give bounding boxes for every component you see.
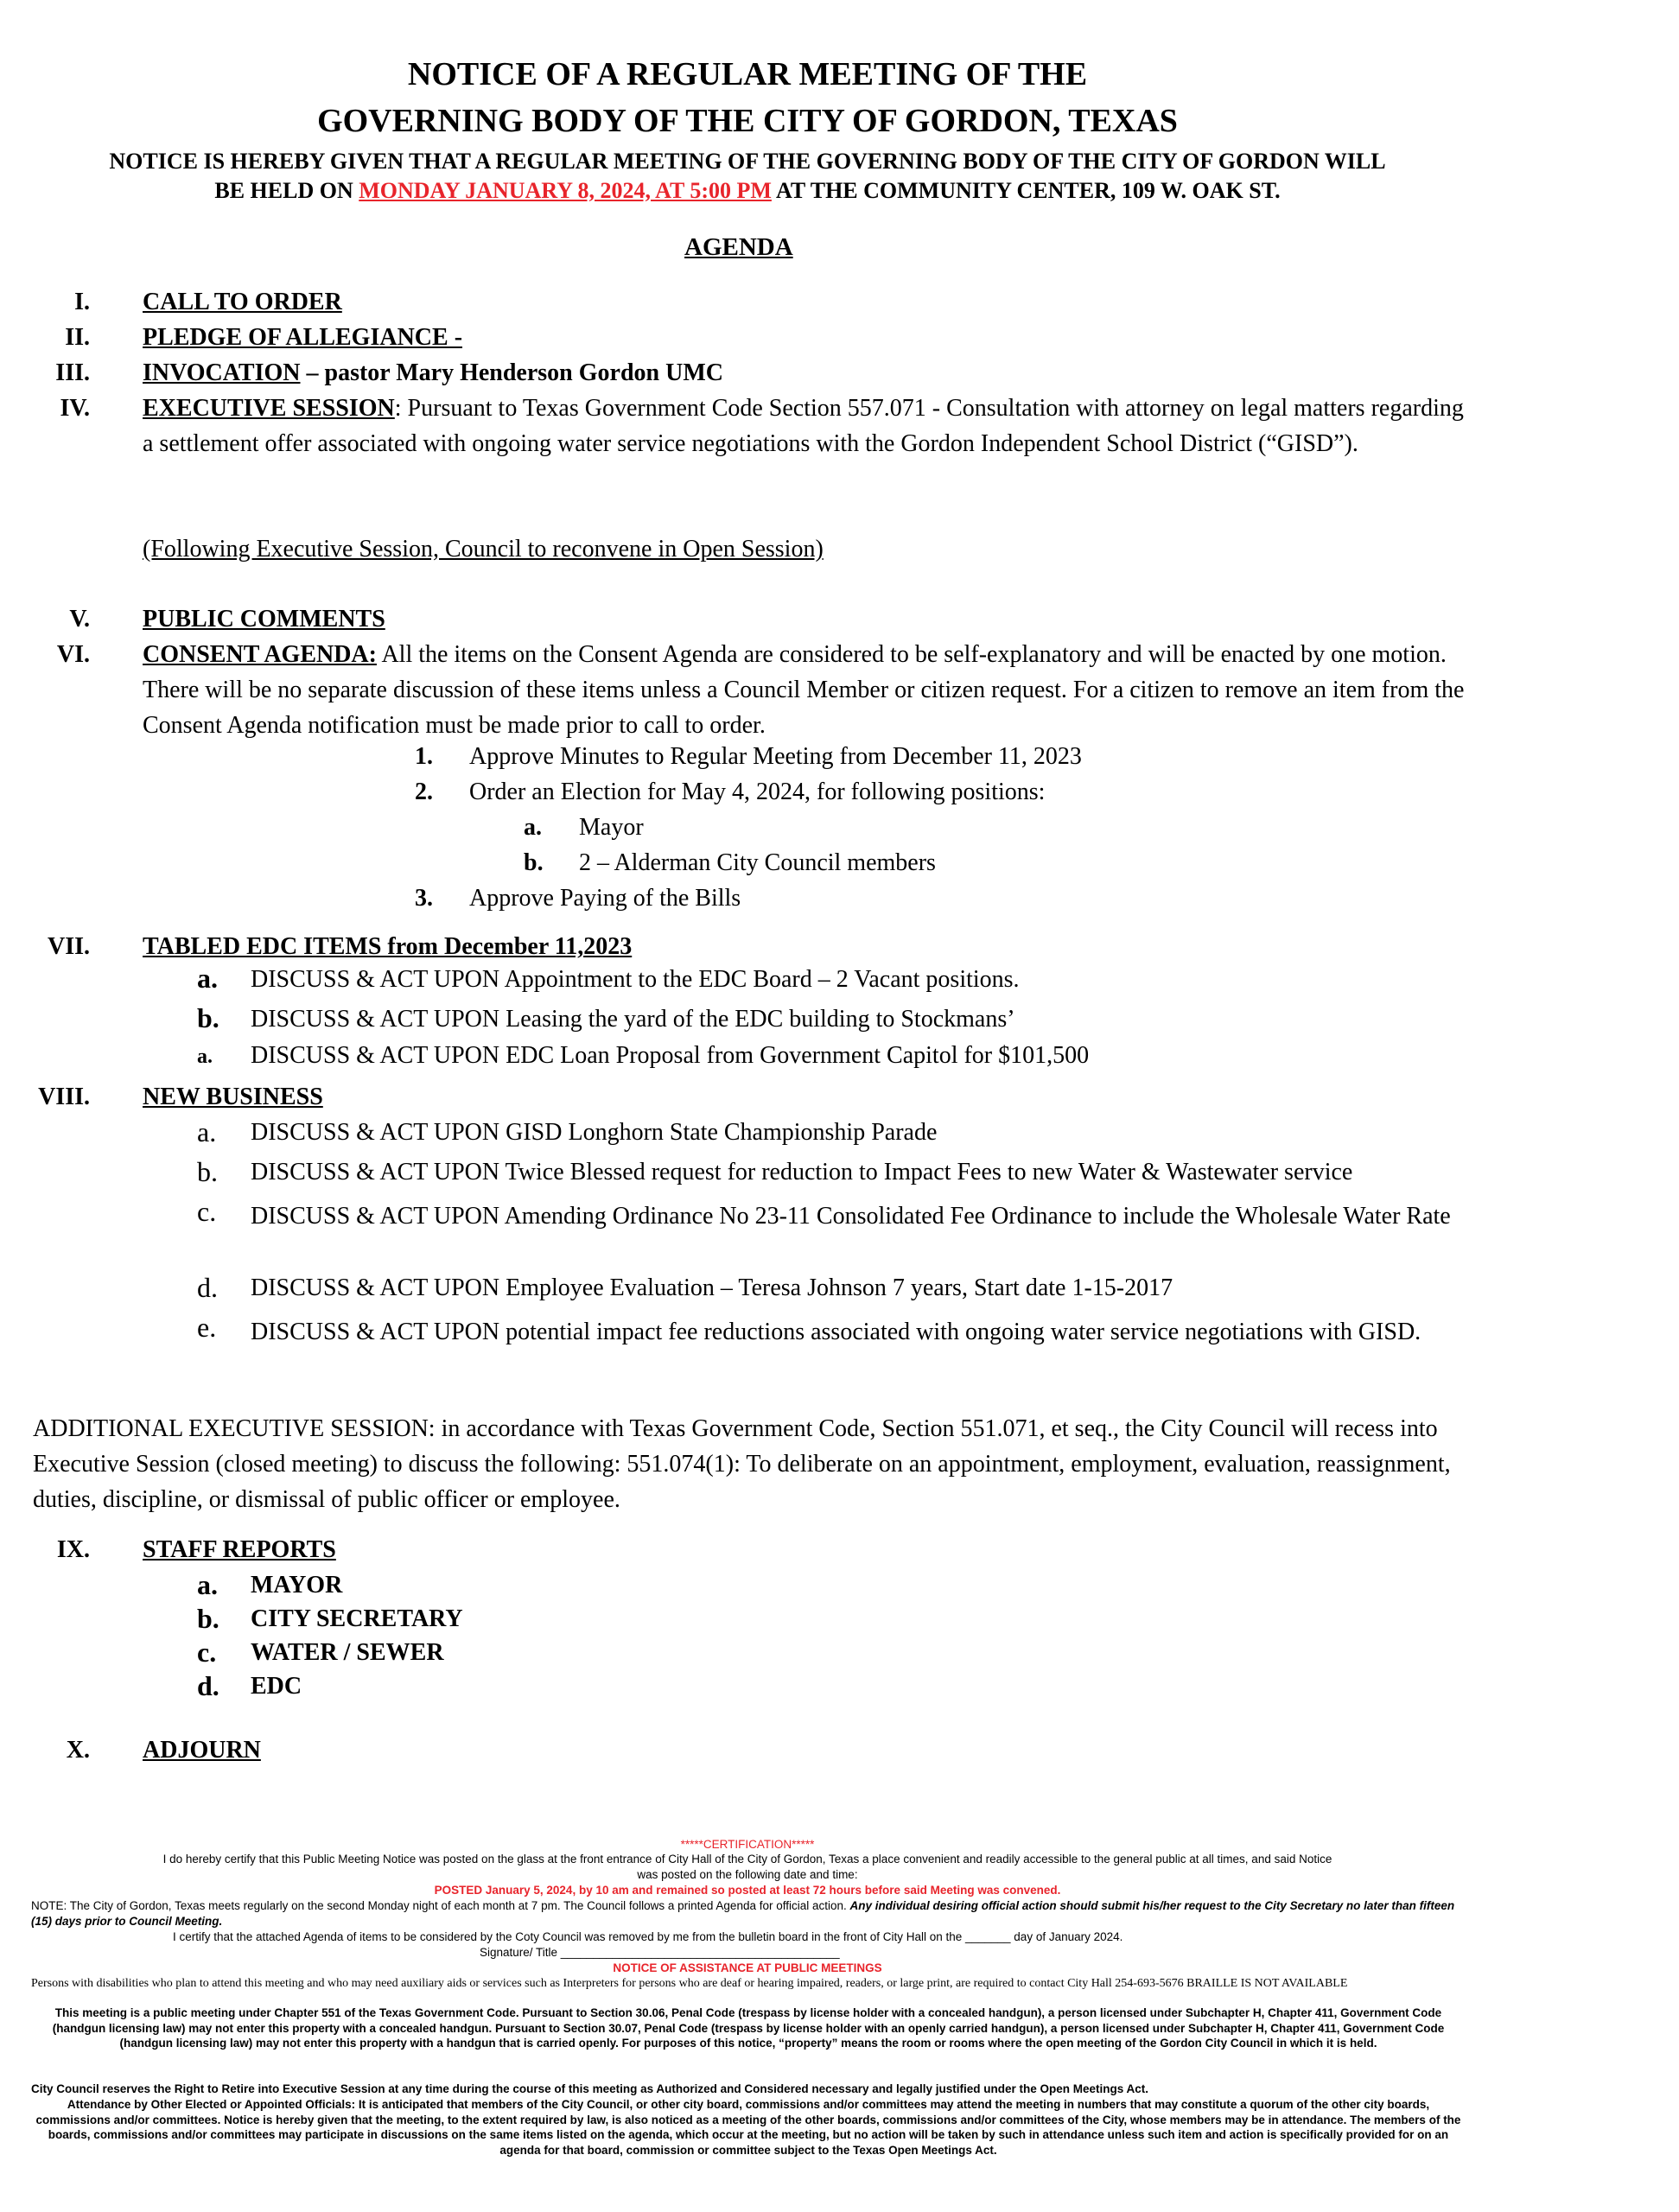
item-v-label: PUBLIC COMMENTS [143, 606, 385, 632]
new-a-number: a. [197, 1116, 217, 1147]
item-vii-number: VII. [47, 933, 90, 960]
additional-executive-session: ADDITIONAL EXECUTIVE SESSION: in accordance with Texas Government Code, Section 551.071, et seq., the City Council will recess into Executive Session (closed meeting) to discuss the following: 551.074(1): To deliberate on an appointment, employment, evaluation, reassignment, duties, discipline, or dismissal of public officer or employee. [33, 1415, 1451, 1513]
assistance-heading: NOTICE OF ASSISTANCE AT PUBLIC MEETINGS [613, 1961, 882, 1974]
report-d-number: d. [197, 1670, 219, 1701]
new-a-text: DISCUSS & ACT UPON GISD Longhorn State Championship Parade [251, 1119, 938, 1146]
item-iv-rest: : Pursuant to Texas Government Code Section 557.071 - Consultation with attorney on legal matters regarding a settlement offer associated with ongoing water service negotiations with the Gordon Independent School District (“GISD”). [143, 395, 1464, 457]
new-c-text: DISCUSS & ACT UPON Amending Ordinance No 23-11 Consolidated Fee Ordinance to include the Wholesale Water Rate [251, 1203, 1451, 1230]
new-b-text: DISCUSS & ACT UPON Twice Blessed request for reduction to Impact Fees to new Water & Wastewater service [251, 1159, 1353, 1185]
item-i-label: CALL TO ORDER [143, 289, 342, 315]
report-water-sewer: WATER / SEWER [251, 1639, 444, 1666]
posted-statement: POSTED January 5, 2024, by 10 am and remained so posted at least 72 hours before said Meeting was convened. [434, 1884, 1061, 1897]
certification-heading: *****CERTIFICATION***** [680, 1838, 815, 1851]
attendance-notice: Attendance by Other Elected or Appointed Officials: It is anticipated that members of the City Council, or other city board, commissions and/or committees may attend the meeting in numbers that may constitute a quorum of the other city boards, commissions and/or committees. Notice is hereby given that the meeting, to the extent required by law, is also noticed as a meeting of the other boards, commissions and/or committees of the City, whose members may be in attendance. The members of the boards, commissions and/or committees may participate in discussions on the same items listed on the agenda, which occur at the meeting, but no action will be taken by such in attendance unless such item and action is specifically provided for on an agenda for that board, commission or committee subject to the Texas Open Meetings Act. [35, 2098, 1461, 2157]
item-vi-label: CONSENT AGENDA: [143, 641, 377, 668]
item-viii-label: NEW BUSINESS [143, 1084, 323, 1110]
item-x-number: X. [66, 1737, 90, 1764]
agenda-heading: AGENDA [684, 233, 793, 261]
item-iv-number: IV. [60, 395, 90, 422]
meeting-date: MONDAY JANUARY 8, 2024, AT 5:00 PM [359, 178, 772, 203]
new-d-text: DISCUSS & ACT UPON Employee Evaluation – Teresa Johnson 7 years, Start date 1-15-2017 [251, 1274, 1173, 1301]
new-b-number: b. [197, 1156, 218, 1187]
item-v-number: V. [69, 606, 90, 632]
item-iv-label: EXECUTIVE SESSION [143, 395, 395, 422]
report-edc: EDC [251, 1673, 302, 1700]
consent-1-number: 1. [415, 743, 433, 770]
item-vi [143, 637, 1465, 743]
edc-b-number: b. [197, 1002, 219, 1033]
position-a-text: Mayor [579, 814, 644, 841]
position-a-number: a. [524, 814, 542, 841]
meeting-note-request: Any individual desiring official action should submit his/her request to the City Secretary no later than fifteen (15) days prior to Council Meeting. [31, 1899, 1455, 1928]
edc-c-number: a. [197, 1046, 213, 1068]
item-x-label: ADJOURN [143, 1737, 261, 1764]
item-iii-rest: – pastor Mary Henderson Gordon UMC [300, 359, 723, 386]
meeting-note-text: NOTE: The City of Gordon, Texas meets regularly on the second Monday night of each month at 7 pm. The Council follows a printed Agenda for official action. [31, 1899, 850, 1912]
notice-line-1: NOTICE IS HEREBY GIVEN THAT A REGULAR MEETING OF THE GOVERNING BODY OF THE CITY OF GORDON WILL [109, 149, 1386, 174]
item-i-number: I. [74, 289, 90, 315]
title-line-2: GOVERNING BODY OF THE CITY OF GORDON, TEXAS [317, 103, 1178, 139]
consent-2-text: Order an Election for May 4, 2024, for following positions: [469, 779, 1046, 805]
item-ix-number: IX. [56, 1536, 90, 1563]
edc-b-text: DISCUSS & ACT UPON Leasing the yard of the EDC building to Stockmans’ [251, 1006, 1015, 1033]
item-vi-rest: All the items on the Consent Agenda are considered to be self-explanatory and will be enacted by one motion. There will be no separate discussion of these items unless a Council Member or citizen request. For a citizen to remove an item from the Consent Agenda notification must be made prior to call to order. [143, 641, 1465, 739]
title-line-1: NOTICE OF A REGULAR MEETING OF THE [407, 56, 1088, 92]
item-vii-label: TABLED EDC ITEMS from December 11,2023 [143, 933, 633, 960]
edc-c-text: DISCUSS & ACT UPON EDC Loan Proposal from Government Capitol for $101,500 [251, 1042, 1090, 1069]
report-mayor: MAYOR [251, 1572, 343, 1599]
position-b-number: b. [524, 849, 544, 876]
consent-2-number: 2. [415, 779, 433, 805]
item-vi-number: VI. [56, 641, 90, 668]
item-ii-number: II. [65, 324, 90, 351]
new-e-text: DISCUSS & ACT UPON potential impact fee reductions associated with ongoing water service negotiations with GISD. [251, 1319, 1421, 1345]
position-b-text: 2 – Alderman City Council members [579, 849, 936, 876]
item-ii-label: PLEDGE OF ALLEGIANCE - [143, 324, 463, 351]
item-iv [143, 391, 1465, 461]
item-iii-label: INVOCATION [143, 359, 301, 386]
new-c-number: c. [197, 1196, 217, 1227]
item-viii-number: VIII. [38, 1084, 90, 1110]
retire-notice: City Council reserves the Right to Retire into Executive Session at any time during the course of this meeting as Authorized and Considered necessary and legally justified under the Open Meetings Act. [31, 2082, 1149, 2095]
certification-line-2: was posted on the following date and time: [637, 1868, 858, 1881]
notice-suffix: AT THE COMMUNITY CENTER, 109 W. OAK ST. [771, 178, 1281, 203]
new-d-number: d. [197, 1272, 218, 1303]
notice-line-2 [35, 176, 1460, 206]
item-iii [143, 355, 723, 391]
report-c-number: c. [197, 1637, 217, 1668]
consent-3-text: Approve Paying of the Bills [469, 885, 741, 912]
signature-line: Signature/ Title ___________________________________________ [480, 1946, 840, 1959]
edc-a-text: DISCUSS & ACT UPON Appointment to the EDC Board – 2 Vacant positions. [251, 966, 1020, 993]
new-e-number: e. [197, 1312, 217, 1343]
edc-a-number: a. [197, 963, 218, 994]
certification-line-1: I do hereby certify that this Public Meeting Notice was posted on the glass at the front entrance of City Hall of the City of Gordon, Texas a place convenient and readily accessible to the general public at all times, and said Notice [162, 1853, 1332, 1866]
notice-prefix: BE HELD ON [214, 178, 359, 203]
item-iii-number: III. [55, 359, 90, 386]
removal-certification: I certify that the attached Agenda of items to be considered by the Coty Council was removed by me from the bulletin board in the front of City Hall on the _______ day of January 2024. [173, 1930, 1123, 1943]
report-a-number: a. [197, 1569, 218, 1600]
consent-3-number: 3. [415, 885, 433, 912]
report-b-number: b. [197, 1603, 219, 1634]
assistance-text: Persons with disabilities who plan to attend this meeting and who may need auxiliary aids or services such as Interpreters for persons who are deaf or hearing impaired, readers, or large print, are required to contact City Hall 254-693-5676 BRAILLE IS NOT AVAILABLE [31, 1977, 1348, 1990]
item-ix-label: STAFF REPORTS [143, 1536, 336, 1563]
item-iv-following: (Following Executive Session, Council to reconvene in Open Session) [143, 536, 824, 563]
consent-1-text: Approve Minutes to Regular Meeting from December 11, 2023 [469, 743, 1082, 770]
chapter-551-notice: This meeting is a public meeting under Chapter 551 of the Texas Government Code. Pursuant to Section 30.06, Penal Code (trespass by license holder with a concealed handgun), a person licensed under Subchapter H, Chapter 411, Government Code (handgun licensing law) may not enter this property with a concealed handgun. Pursuant to Section 30.07, Penal Code (trespass by license holder with an openly carried handgun), a person licensed under Subchapter H, Chapter 411, Government Code (handgun licensing law) may not enter this property with a handgun that is carried openly. For purposes of this notice, “property” means the room or rooms where the open meeting of the Gordon City Council in which it is held. [52, 2006, 1445, 2050]
meeting-note [31, 1898, 1466, 1929]
report-city-secretary: CITY SECRETARY [251, 1605, 463, 1632]
